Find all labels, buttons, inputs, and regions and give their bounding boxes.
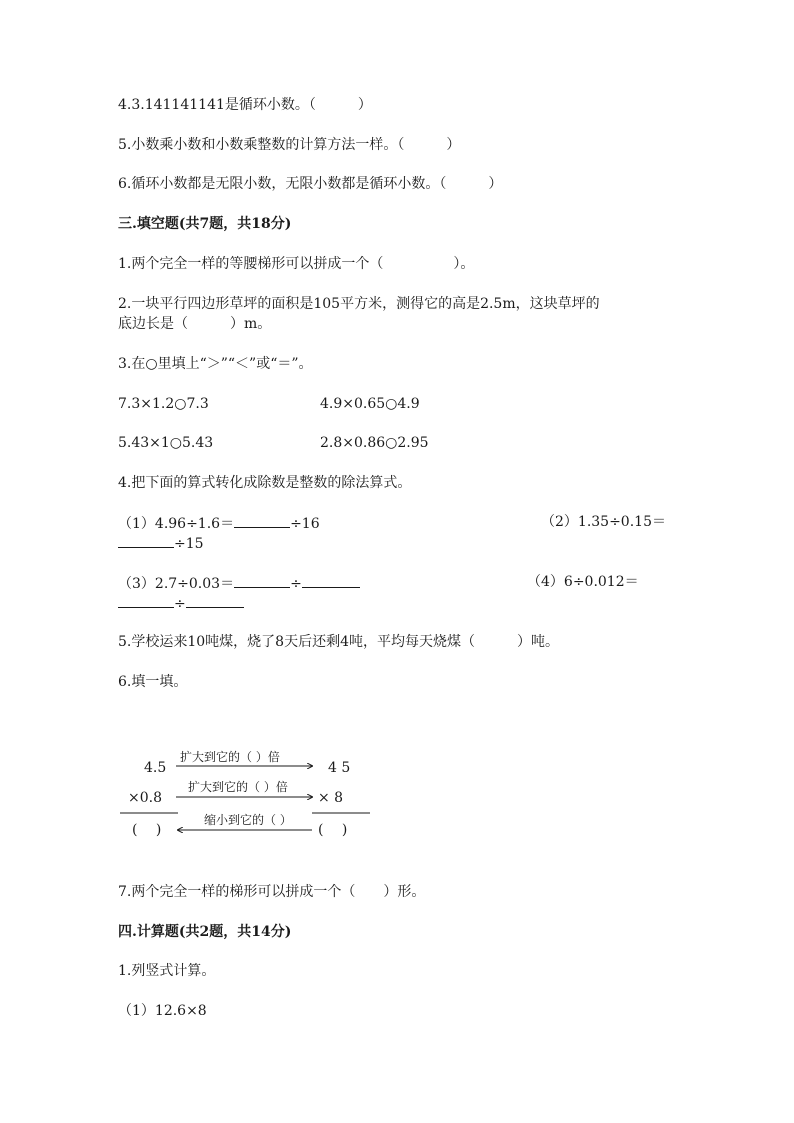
fill-question-2-line1: 2.一块平行四边形草坪的面积是105平方米，测得它的高是2.5m，这块草坪的 bbox=[118, 296, 600, 312]
question-4: 4.3.141141141是循环小数。（ ） bbox=[118, 97, 372, 113]
division-item-3-expr: （3）2.7÷0.03＝ bbox=[118, 576, 235, 592]
division-item-1-expr: （1）4.96÷1.6＝ bbox=[118, 516, 235, 532]
fill-question-6: 6.填一填。 bbox=[118, 674, 188, 690]
fill-question-5: 5.学校运来10吨煤，烧了8天后还剩4吨，平均每天烧煤（ ）吨。 bbox=[118, 634, 559, 650]
answer-blank[interactable] bbox=[234, 572, 290, 588]
fill-question-3: 3.在○里填上“＞”“＜”或“＝”。 bbox=[118, 356, 313, 372]
calc-question-1-a: （1）12.6×8 bbox=[118, 1003, 207, 1019]
answer-blank[interactable] bbox=[118, 532, 174, 548]
compare-item: 7.3×1.2○7.3 bbox=[118, 396, 209, 412]
division-item-2-divisor: ÷15 bbox=[174, 536, 204, 552]
arrow-2-label: 扩大到它的（ ）倍 bbox=[188, 780, 288, 794]
division-sign: ÷ bbox=[290, 576, 302, 592]
question-6: 6.循环小数都是无限小数，无限小数都是循环小数。（ ） bbox=[118, 176, 503, 192]
section-4-title: 四.计算题(共2题，共14分) bbox=[118, 924, 292, 940]
division-item-2-expr: （2）1.35÷0.15＝ bbox=[541, 514, 666, 530]
multiplication-diagram bbox=[118, 744, 388, 844]
division-item-1-divisor: ÷16 bbox=[290, 516, 320, 532]
division-sign: ÷ bbox=[174, 596, 186, 612]
answer-blank[interactable] bbox=[186, 592, 244, 608]
fill-question-1: 1.两个完全一样的等腰梯形可以拼成一个（ ）。 bbox=[118, 256, 475, 272]
division-item-4-expr: （4）6÷0.012＝ bbox=[527, 574, 639, 590]
fill-question-2-line2: 底边长是（ ）m。 bbox=[118, 316, 272, 332]
calc-question-1: 1.列竖式计算。 bbox=[118, 963, 216, 979]
diagram-left-top: 4.5 bbox=[144, 760, 167, 776]
fill-question-7: 7.两个完全一样的梯形可以拼成一个（ ）形。 bbox=[118, 884, 426, 900]
division-item-3 bbox=[118, 572, 360, 594]
division-item-2-line2 bbox=[118, 532, 204, 554]
compare-item: 5.43×1○5.43 bbox=[118, 435, 214, 451]
diagram-left-bot: ( ) bbox=[132, 822, 162, 838]
division-item-1 bbox=[118, 512, 320, 534]
arrow-3-label: 缩小到它的（ ） bbox=[204, 813, 292, 827]
fill-question-4: 4.把下面的算式转化成除数是整数的除法算式。 bbox=[118, 475, 412, 491]
diagram-right-bot: ( ) bbox=[318, 822, 348, 838]
question-5: 5.小数乘小数和小数乘整数的计算方法一样。（ ） bbox=[118, 137, 461, 153]
diagram-right-mid: × 8 bbox=[318, 790, 344, 806]
answer-blank[interactable] bbox=[118, 592, 174, 608]
answer-blank[interactable] bbox=[234, 512, 290, 528]
compare-item: 4.9×0.65○4.9 bbox=[320, 396, 420, 412]
answer-blank[interactable] bbox=[302, 572, 360, 588]
section-3-title: 三.填空题(共7题，共18分) bbox=[118, 216, 292, 232]
diagram-right-top: 4 5 bbox=[328, 760, 351, 776]
division-item-4-line2 bbox=[118, 592, 244, 614]
arrow-1-label: 扩大到它的（ ）倍 bbox=[180, 750, 280, 764]
compare-item: 2.8×0.86○2.95 bbox=[320, 435, 429, 451]
diagram-left-mid: ×0.8 bbox=[128, 790, 162, 806]
